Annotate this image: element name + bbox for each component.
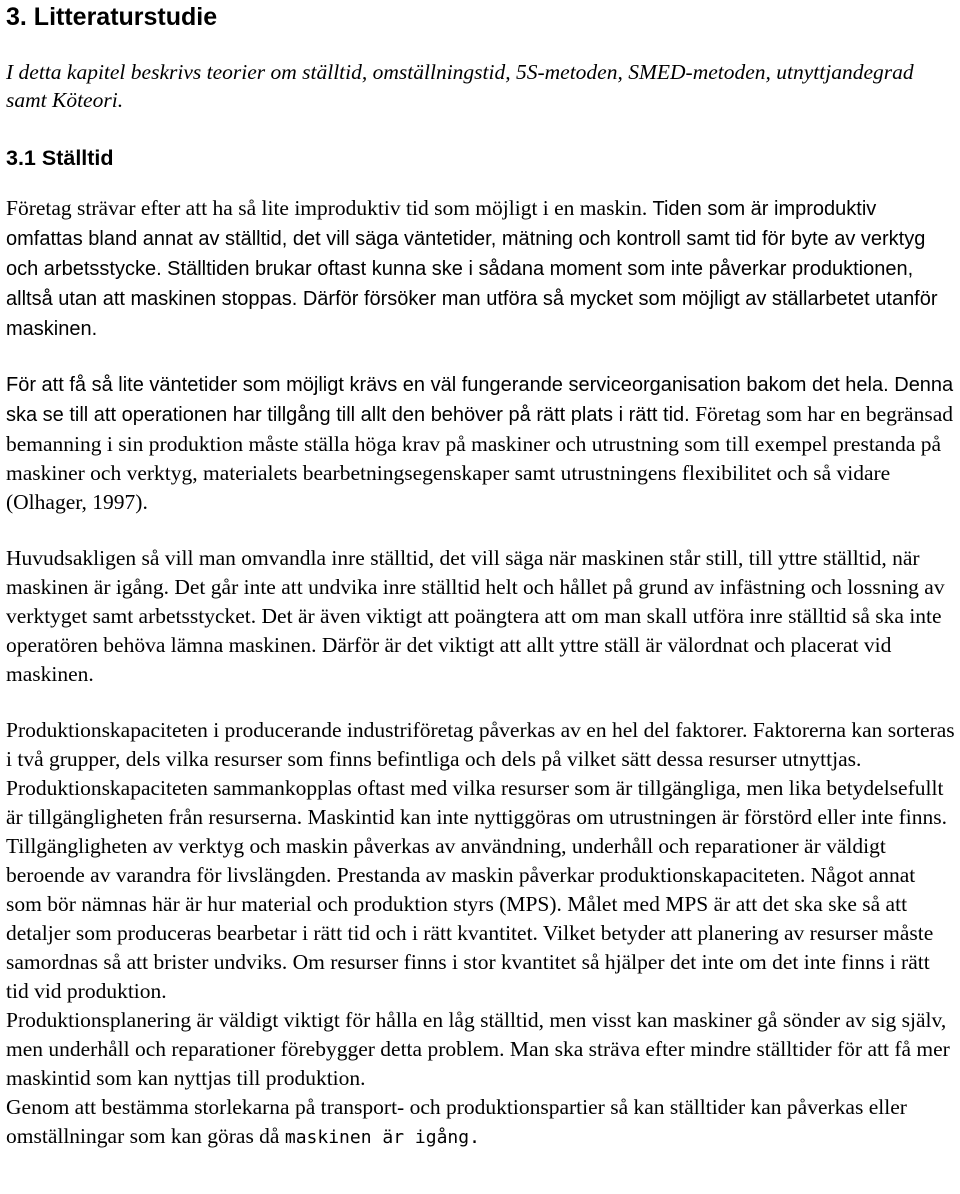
- paragraph-6: [6, 1093, 956, 1152]
- paragraph-6-main: Genom att bestämma storlekarna på transport- och produktionspartier så kan ställtider kan påverkas eller omställningar som kan göras då: [6, 1095, 907, 1148]
- paragraph-4: Produktionskapaciteten i producerande industriföretag påverkas av en hel del faktorer. Faktorerna kan sorteras i två grupper, dels vilka resurser som finns befintliga och dels på vilket sätt dessa resurser utnyttjas. Produktionskapaciteten sammankopplas oftast med vilka resurser som är tillgängliga, men lika betydelsefullt är tillgängligheten från resurserna. Maskintid kan inte nyttiggöras om utrustningen är förstörd eller inte finns. Tillgängligheten av verktyg och maskin påverkas av användning, underhåll och reparationer är väldigt beroende av varandra för livslängden. Prestanda av maskin påverkar produktionskapaciteten. Något annat som bör nämnas här är hur material och produktion styrs (MPS). Målet med MPS är att det ska ske så att detaljer som produceras bearbetar i rätt tid och i rätt kvantitet. Vilket betyder att planering av resurser måste samordnas så att brister undviks. Om resurser finns i stor kvantitet så hjälper det inte om det inte finns i rätt tid vid produktion.: [6, 718, 955, 1003]
- paragraph-3: Huvudsakligen så vill man omvandla inre ställtid, det vill säga när maskinen står still, till yttre ställtid, när maskinen är igång. Det går inte att undvika inre ställtid helt och hållet på grund av infästning och lossning av verktyget samt arbetsstycket. Det är även viktigt att poängtera att om man skall utföra inre ställtid så ska inte operatören behöva lämna maskinen. Därför är det viktigt att allt yttre ställ är välordnat och placerat vid maskinen.: [6, 546, 945, 686]
- paragraph-2-sentence-1: För att få så lite väntetider som möjligt krävs en väl fungerande serviceorganisation bakom det hela.: [6, 374, 889, 396]
- section-title: 3.1 Ställtid: [6, 146, 114, 170]
- paragraph-2-sentence-3: Företag som har en begränsad bemanning i sin produktion måste ställa höga krav på maskiner och utrustning som till exempel prestanda på maskiner och verktyg, materialets bearbetningsegenskaper samt utrustningens flexibilitet och så vidare (Olhager, 1997).: [6, 402, 954, 514]
- paragraph-1-sentence-1: Företag strävar efter att ha så lite improduktiv tid som möjligt i en maskin.: [6, 196, 648, 220]
- paragraph-2: [6, 370, 956, 517]
- paragraph-1-sentence-3: Ställtiden brukar oftast kunna ske i sådana moment som inte påverkar produktionen, alltså utan att maskinen stoppas.: [6, 258, 914, 310]
- paragraph-1-sentence-4: Därför försöker man utföra så mycket som möjligt av ställarbetet utanför maskinen.: [6, 288, 938, 340]
- chapter-title: 3. Litteraturstudie: [6, 3, 218, 31]
- document-page: [6, 0, 956, 1152]
- paragraph-6-ending: maskinen är igång.: [284, 1127, 480, 1148]
- paragraph-5: Produktionsplanering är väldigt viktigt för hålla en låg ställtid, men visst kan maskiner gå sönder av sig själv, men underhåll och reparationer förebygger detta problem. Man ska sträva efter mindre ställtider för att få mer maskintid som kan nyttjas till produktion.: [6, 1008, 950, 1090]
- paragraph-2-sentence-2: Denna ska se till att operationen har tillgång till allt den behöver på rätt plats i rätt tid.: [6, 374, 954, 426]
- paragraph-1: [6, 194, 956, 344]
- chapter-intro: I detta kapitel beskrivs teorier om ställtid, omställningstid, 5S-metoden, SMED-metoden, utnyttjandegrad samt Köteori.: [6, 60, 914, 112]
- paragraph-1-sentence-2: Tiden som är improduktiv omfattas bland annat av ställtid, det vill säga väntetider, mätning och kontroll samt tid för byte av verktyg och arbetsstycke.: [6, 198, 926, 280]
